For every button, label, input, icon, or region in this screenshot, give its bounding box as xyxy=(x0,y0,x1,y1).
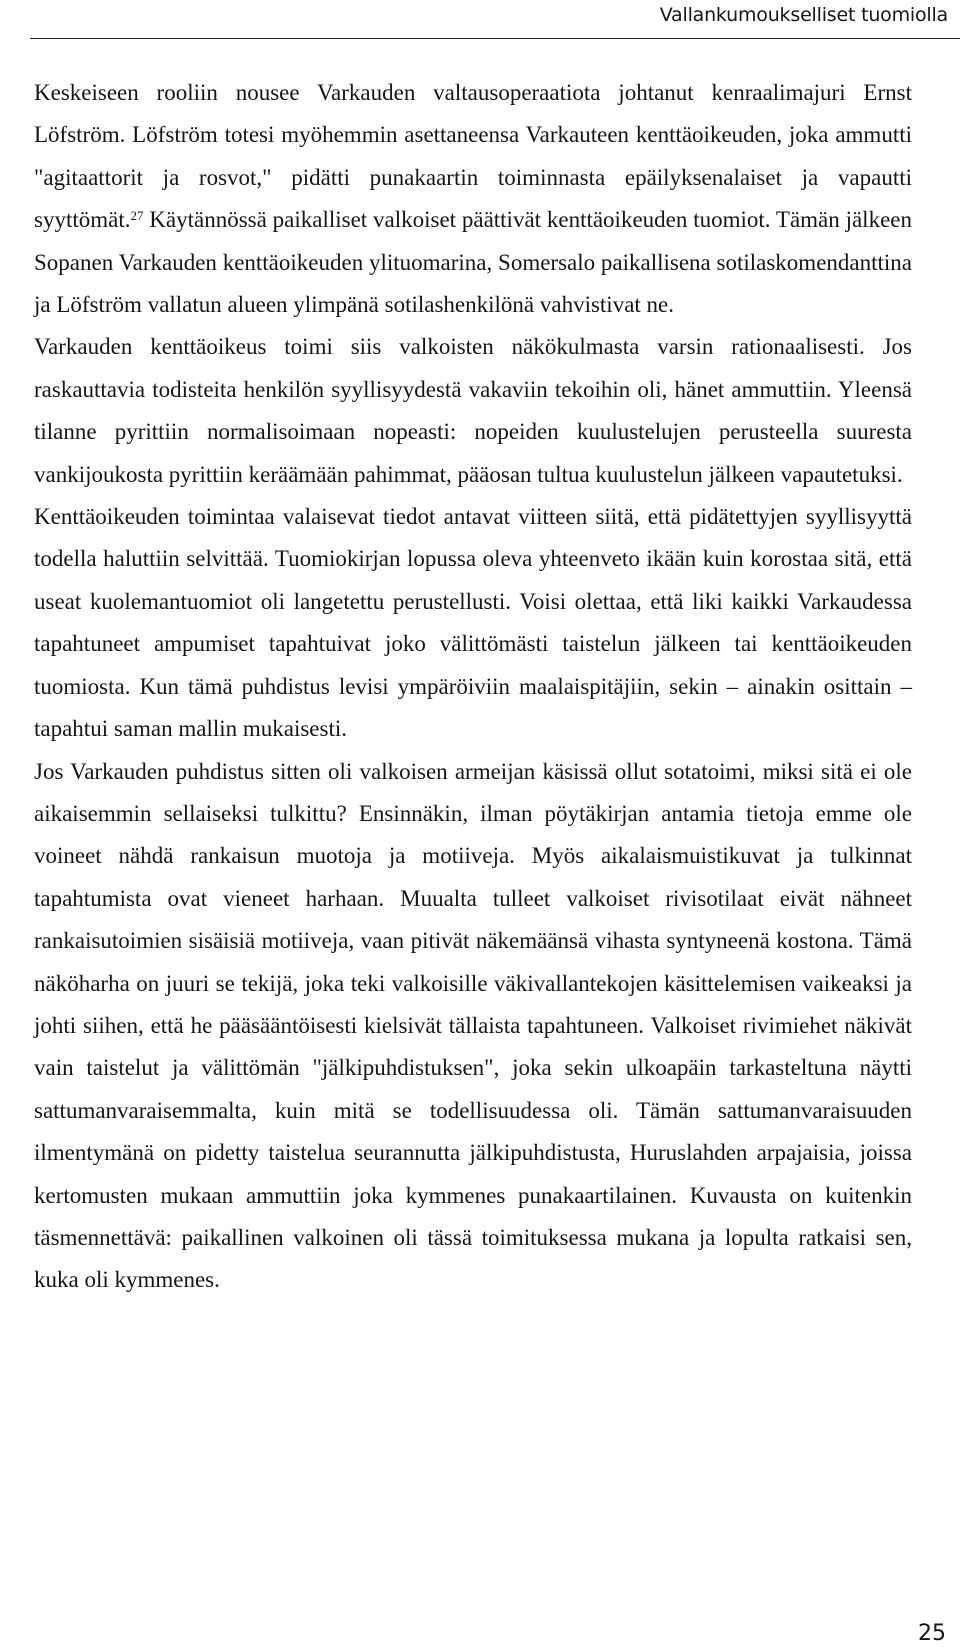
footnote-reference: 27 xyxy=(130,208,144,224)
paragraph-1 xyxy=(34,72,912,326)
paragraph-4: Jos Varkauden puhdistus sitten oli valkoisen armeijan käsissä ollut sotatoimi, miksi sitä ei ole aikaisemmin sellaiseksi tulkittu? Ensinnäkin, ilman pöytäkirjan antamia tietoja emme ole voineet nähdä rankaisun muotoja ja motiiveja. Myös aikalaismuistikuvat ja tulkinnat tapahtumista ovat vieneet harhaan. Muualta tulleet valkoiset rivisotilaat eivät nähneet rankaisutoimien sisäisiä motiiveja, vaan pitivät näkemäänsä vihasta syntyneenä kostona. Tämä näköharha on juuri se tekijä, joka teki valkoisille väkivallantekojen käsittelemisen vaikeaksi ja johti siihen, että he pääsääntöisesti kielsivät tällaista tapahtuneen. Valkoiset rivimiehet näkivät vain taistelut ja välittömän "jälkipuhdistuksen", joka sekin ulkoapäin tarkasteltuna näytti sattumanvaraisemmalta, kuin mitä se todellisuudessa oli. Tämän sattumanvaraisuuden ilmentymänä on pidetty taistelua seurannutta jälkipuhdistusta, Huruslahden arpajaisia, joissa kertomusten mukaan ammuttiin joka kymmenes punakaartilainen. Kuvausta on kuitenkin täsmennettävä: paikallinen valkoinen oli tässä toimituksessa mukana ja lopulta ratkaisi sen, kuka oli kymmenes. xyxy=(34,758,912,1293)
header-rule xyxy=(30,38,960,39)
paragraph-2: Varkauden kenttäoikeus toimi siis valkoisten näkökulmasta varsin rationaalisesti. Jos raskauttavia todisteita henkilön syyllisyydestä vakaviin tekoihin oli, hänet ammuttiin. Yleensä tilanne pyrittiin normalisoimaan nopeasti: nopeiden kuulustelujen perusteella suuresta vankijoukosta pyrittiin keräämään pahimmat, pääosan tultua kuulustelun jälkeen vapautetuksi. xyxy=(34,334,912,487)
paragraph-1-text-b: Käytännössä paikalliset valkoiset päättivät kenttäoikeuden tuomiot. Tämän jälkeen Sopanen Varkauden kenttäoikeuden ylituomarina, Somersalo paikallisena sotilaskomendanttina ja Löfström vallatun alueen ylimpänä sotilashenkilönä vahvistivat ne. xyxy=(34,207,912,318)
paragraph-1-text-a: Keskeiseen rooliin nousee Varkauden valtausoperaatiota johtanut kenraalimajuri Ernst Löfström. Löfström totesi myöhemmin asettaneensa Varkauteen kenttäoikeuden, joka ammutti "agitaattorit ja rosvot," pidätti punakaartin toiminnasta epäilyksenalaiset ja vapautti syyttömät. xyxy=(34,80,912,233)
body-text xyxy=(34,72,912,1302)
paragraph-3: Kenttäoikeuden toimintaa valaisevat tiedot antavat viitteen siitä, että pidätettyjen syyllisyyttä todella haluttiin selvittää. Tuomiokirjan lopussa oleva yhteenveto ikään kuin korostaa sitä, että useat kuolemantuomiot oli langetettu perustellusti. Voisi olettaa, että liki kaikki Varkaudessa tapahtuneet ampumiset tapahtuivat joko välittömästi taistelun jälkeen tai kenttäoikeuden tuomiosta. Kun tämä puhdistus levisi ympäröiviin maalaispitäjiin, sekin – ainakin osittain – tapahtui saman mallin mukaisesti. xyxy=(34,504,912,742)
page-number: 25 xyxy=(918,1621,946,1646)
running-header-title: Vallankumoukselliset tuomiolla xyxy=(659,4,948,26)
